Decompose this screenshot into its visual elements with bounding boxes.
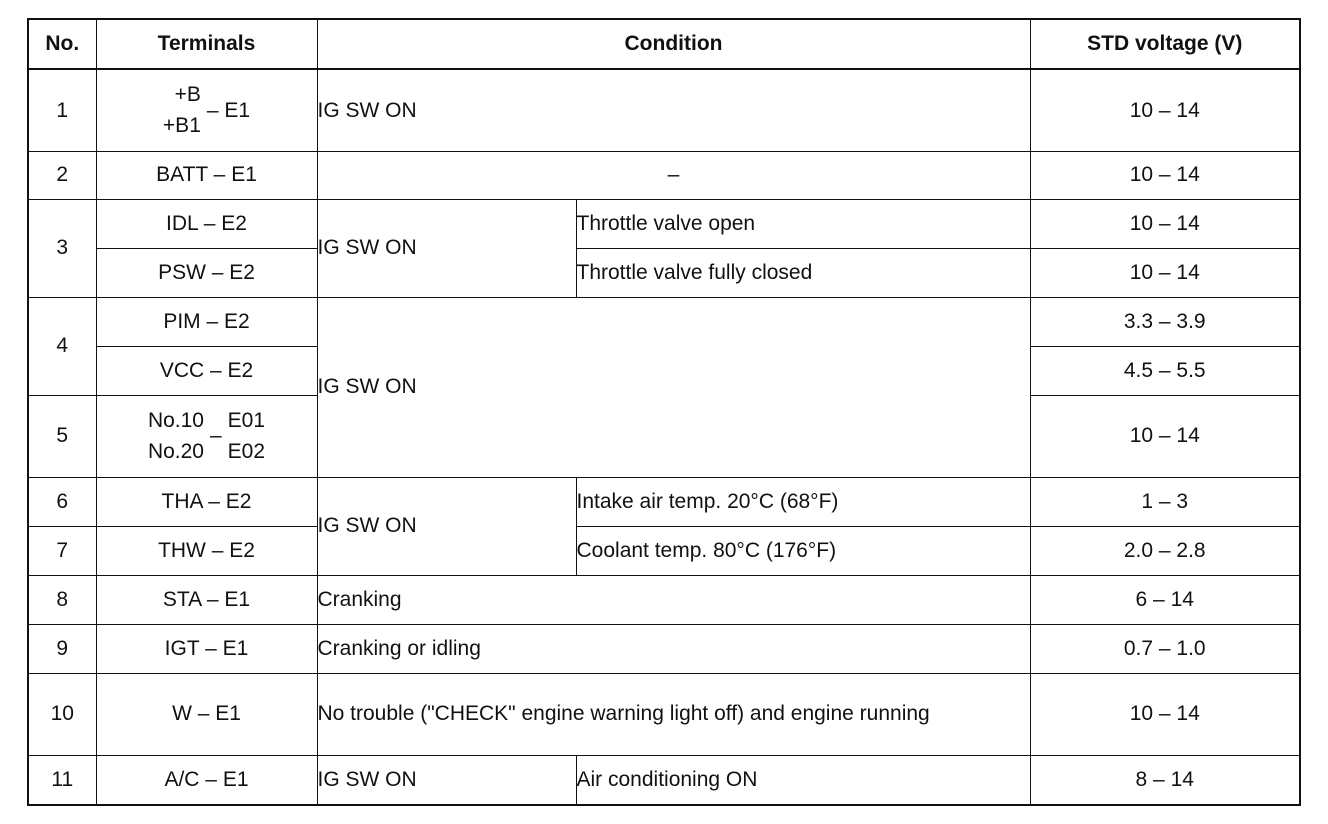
row-no: 3 — [28, 199, 96, 297]
row-voltage: 8 – 14 — [1030, 755, 1300, 805]
table-row — [28, 69, 1300, 151]
row-voltage: 10 – 14 — [1030, 151, 1300, 199]
row-condition: IG SW ON — [317, 69, 1030, 151]
header-no: No. — [28, 19, 96, 69]
row-terminals: PIM – E2 — [96, 297, 317, 346]
row-terminals: STA – E1 — [96, 575, 317, 624]
row-voltage: 10 – 14 — [1030, 673, 1300, 755]
table-row — [28, 248, 1300, 297]
row-condition-detail: Throttle valve open — [576, 199, 1030, 248]
row-terminals: THW – E2 — [96, 526, 317, 575]
row-voltage: 10 – 14 — [1030, 395, 1300, 477]
terminal-label: No.20 — [147, 440, 204, 463]
row-no: 6 — [28, 477, 96, 526]
terminal-label: E02 — [227, 440, 266, 463]
row-condition-detail: Intake air temp. 20°C (68°F) — [576, 477, 1030, 526]
row-condition: – — [317, 151, 1030, 199]
row-no: 11 — [28, 755, 96, 805]
table-row — [28, 199, 1300, 248]
terminal-separator: – — [209, 424, 222, 448]
table-row — [28, 575, 1300, 624]
row-no: 10 — [28, 673, 96, 755]
table-row — [28, 297, 1300, 346]
terminal-label: +B1 — [162, 114, 201, 138]
row-condition: IG SW ON — [317, 297, 1030, 477]
terminal-label: +B — [174, 83, 201, 107]
terminal-label: – E1 — [206, 98, 251, 122]
row-no: 4 — [28, 297, 96, 395]
row-terminals — [96, 69, 317, 151]
table-row — [28, 526, 1300, 575]
header-row — [28, 19, 1300, 69]
voltage-spec-table — [27, 18, 1301, 806]
row-voltage: 4.5 – 5.5 — [1030, 346, 1300, 395]
row-terminals: PSW – E2 — [96, 248, 317, 297]
row-no: 1 — [28, 69, 96, 151]
row-terminals: VCC – E2 — [96, 346, 317, 395]
row-no: 5 — [28, 395, 96, 477]
row-voltage: 10 – 14 — [1030, 69, 1300, 151]
row-terminals: A/C – E1 — [96, 755, 317, 805]
table-row — [28, 624, 1300, 673]
row-voltage: 6 – 14 — [1030, 575, 1300, 624]
row-condition-detail: Air conditioning ON — [576, 755, 1030, 805]
row-terminals: IGT – E1 — [96, 624, 317, 673]
row-condition-text: No trouble ("CHECK" engine warning light off) and engine running — [317, 702, 930, 725]
row-condition-detail: Throttle valve fully closed — [576, 248, 1030, 297]
table-row — [28, 151, 1300, 199]
row-voltage: 10 – 14 — [1030, 199, 1300, 248]
row-no: 2 — [28, 151, 96, 199]
row-condition: Cranking — [317, 575, 1030, 624]
row-terminals: IDL – E2 — [96, 199, 317, 248]
row-terminals: BATT – E1 — [96, 151, 317, 199]
terminal-label: No.10 — [147, 409, 204, 432]
row-condition: IG SW ON — [317, 755, 576, 805]
table-row — [28, 755, 1300, 805]
header-std-voltage: STD voltage (V) — [1030, 19, 1300, 69]
row-no: 9 — [28, 624, 96, 673]
table-row — [28, 673, 1300, 755]
row-voltage: 2.0 – 2.8 — [1030, 526, 1300, 575]
header-condition: Condition — [317, 19, 1030, 69]
row-condition-detail: Coolant temp. 80°C (176°F) — [576, 526, 1030, 575]
row-voltage: 3.3 – 3.9 — [1030, 297, 1300, 346]
row-terminals — [96, 395, 317, 477]
row-no: 7 — [28, 526, 96, 575]
table-row — [28, 477, 1300, 526]
header-terminals: Terminals — [96, 19, 317, 69]
row-voltage: 10 – 14 — [1030, 248, 1300, 297]
row-condition: IG SW ON — [317, 477, 576, 575]
terminal-label: E01 — [227, 409, 266, 432]
row-terminals: W – E1 — [96, 673, 317, 755]
row-condition: Cranking or idling — [317, 624, 1030, 673]
row-no: 8 — [28, 575, 96, 624]
row-condition — [317, 673, 1030, 755]
row-condition: IG SW ON — [317, 199, 576, 297]
row-terminals: THA – E2 — [96, 477, 317, 526]
row-voltage: 0.7 – 1.0 — [1030, 624, 1300, 673]
row-voltage: 1 – 3 — [1030, 477, 1300, 526]
